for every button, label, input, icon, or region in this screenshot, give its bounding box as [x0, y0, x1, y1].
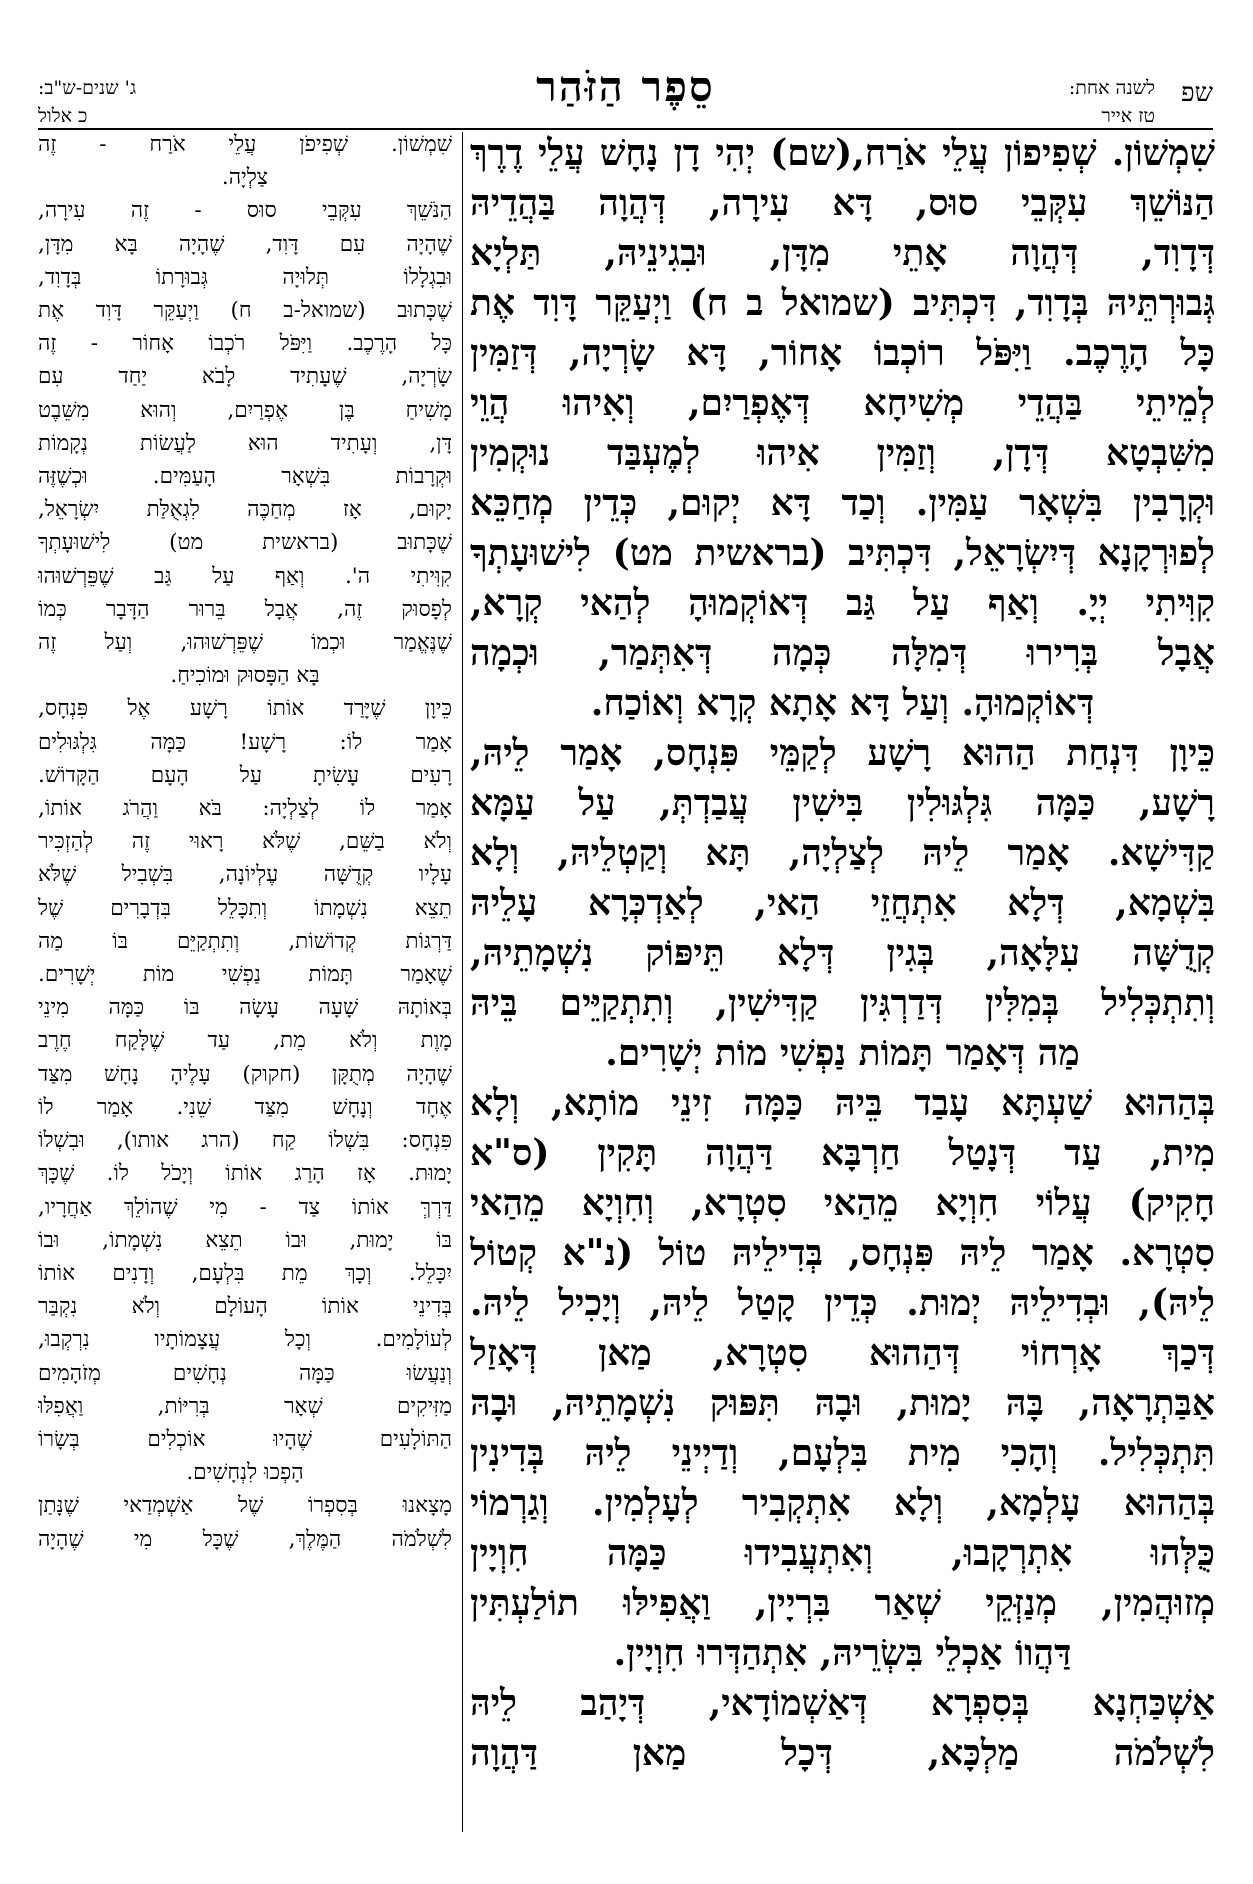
translation-text-line: כֵּיוָן שֶׁיָּרַד אוֹתוֹ רָשָׁע אֶל פִּנְחָס, [38, 696, 452, 722]
translation-text-line: שֶׁאָמַר תָּמוֹת נַפְשִׁי מוֹת יְשָׁרִים. [38, 962, 452, 988]
main-text-line: בִּשְׁמָא, דְּלָא אִתְחֲזֵי הַאי, לְאַדְכְּרָא עָלֵיהּ [470, 882, 1215, 924]
main-text-line: קַדִּישָׁא. אָמַר לֵיהּ לְצַלְיָה, תָּא וְקַטְלֵיהּ, וְלָא [470, 832, 1215, 874]
translation-text-line: בָּא הַפָּסוּק וּמוֹכִיחַ. [170, 663, 320, 689]
translation-text-line: הַתּוֹלָעִים שֶׁהָיוּ אוֹכְלִים בְּשָׂרוֹ [38, 1426, 452, 1452]
translation-text-line: שִׁמְשׁוֹן. שְׁפִיפֹן עֲלֵי אֹרַח - זֶה [38, 132, 452, 157]
main-text-line: מַה דְּאָמַר תָּמוֹת נַפְשִׁי מוֹת יְשָׁרִים. [605, 1032, 1080, 1074]
header-right-line-1: לשנה אחת: [1068, 77, 1155, 99]
translation-text-line: וְנַעֲשׂוּ כַּמָּה נְחָשִׁים מְזֹהָמִים [38, 1360, 452, 1386]
translation-text-line: דַּרְגּוֹת קְדוֹשׁוֹת, וְתִתְקַיֵּם בּוֹ מַה [38, 928, 452, 954]
aramaic-main-column [470, 128, 1215, 1838]
main-text-line: בְּהַהוּא עָלְמָא, וְלָא אִתְקְבִיר לְעָלְמִין. וְגַרְמוֹי [470, 1482, 1215, 1524]
main-text-line: לִשְׁלֹמֹה מַלְכָּא, דְּכָל מַאן דַּהֲוָה [470, 1732, 1215, 1774]
translation-text-line: יָמוּת. אָז הָרַג אוֹתוֹ וְיָכֹל לוֹ. שֶׁכָּךְ [38, 1161, 452, 1187]
main-text-line: אַבַּתְרָאָה, בָּהּ יָמוּת, וּבָהּ תִּפּוּק נִשְׁמָתֵיהּ, וּבָהּ [470, 1382, 1215, 1424]
translation-text-line: דָּן, וְעָתִיד הוּא לַעֲשׂוֹת נְקָמוֹת [38, 430, 452, 456]
header-left-line-2: כ אלול [38, 105, 88, 127]
translation-text-line: שֶׁהָיָה מְתֻקָּן (חקוק) עָלֶיהָ נָחָשׁ מִצַּד [38, 1061, 452, 1087]
main-text-line: כֵּיוָן דִּנְחַת הַהוּא רָשָׁע לְקַמֵּי פִּנְחָס, אָמַר לֵיהּ, [470, 732, 1215, 774]
main-text-line: אֲבָל בְּרִירוּ דְּמִלָּה כְּמָה דְּאִתְּמַר, וּכְמָה [470, 632, 1215, 674]
main-text-line: דְּכַךְ אָרְחוֹי דְּהַהוּא סִטְרָא, מַאן דְּאָזַל [470, 1332, 1215, 1374]
header-right-line-2: טז אייר [1101, 105, 1155, 127]
translation-text-line: שֶׁכָּתוּב (שמואל-ב ח) וַיְעַקֵּר דָּוִד אֶת [38, 298, 452, 324]
main-text-line: כָּל הָרֶכֶב. וַיִּפֹּל רוֹכְבוֹ אָחוֹר, דָּא שָׂרְיָה, דְּזַמִּין [470, 332, 1215, 374]
main-text-line: לְפוּרְקָנָא דְּיִשְׂרָאֵל, דִּכְתִּיב (בראשית מט) לִישׁוּעָתְךָ [470, 532, 1215, 574]
translation-text-line: מַזִּיקִים שְׁאָר בְּרִיּוֹת, וַאֲפִלּוּ [38, 1393, 452, 1419]
main-text-line: מִשִּׁבְטָא דְּדָן, וְזַמִּין אִיהוּ לְמֶעְבַּד נוּקְמִין [470, 432, 1215, 474]
column-divider [462, 132, 463, 1832]
translation-text-line: תֵצֵא נִשְׁמָתוֹ וְתִכָּלֵל בִּדְבָרִים שֶׁל [38, 895, 452, 921]
main-text-line: מִית, עַד דְּנָטַל חַרְבָּא דַּהֲוָה תָּקִין (ס"א [470, 1132, 1215, 1174]
main-text-line: לְמֵיתֵי בַּהֲדֵי מְשִׁיחָא דְּאֶפְרַיִם, וְאִיהוּ הֲוֵי [470, 382, 1215, 424]
translation-text-line: מָוֶת וְלֹא מֵת, עַד שֶׁלָּקַח חֶרֶב [38, 1028, 452, 1054]
main-text-line: דְּדָוִד, דְּהֲוָה אָתֵי מִדָּן, וּבִגִינֵיהּ, תַּלְיָא [470, 232, 1215, 274]
main-text-line: רָשָׁע, כַּמָּה גִּלְגּוּלִין בִּישִׁין עֲבַדְתְּ, עַל עַמָּא [470, 782, 1215, 824]
translation-text-line: שֶׁנֶּאֱמַר וּכְמוֹ שֶׁפֵּרְשׁוּהוּ, וְעַל זֶה [38, 630, 452, 656]
translation-text-line: שֶׁהָיָה עִם דָּוִד, שֶׁהָיָה בָּא מִדָּן, [38, 231, 452, 257]
translation-text-line: אֶחָד וְנָחָשׁ מִצַּד שֵׁנִי. אָמַר לוֹ [38, 1094, 452, 1120]
main-text-line: חָקִיק) עֲלוֹי חִוְיָא מֵהַאי סִטְרָא, וְחִוְיָא מֵהַאי [470, 1182, 1215, 1224]
hebrew-translation-column [38, 128, 452, 1838]
main-text-line: שִׁמְשׁוֹן. שְׁפִיפוֹן עֲלֵי אֹרַח,(שם) יְהִי דָן נָחָשׁ עֲלֵי דֶרֶךְ [470, 132, 1215, 174]
main-text-line: דַּהֲווֹ אַכְלֵי בִּשְׂרֵיהּ, אִתְהַדְּרוּ חִוְיָין. [613, 1632, 1072, 1674]
translation-text-line: אָמַר לוֹ: רָשָׁע! כַּמָּה גִּלְגּוּלִים [38, 729, 452, 755]
main-text-line: בְּהַהוּא שַׁעְתָּא עָבַד בֵּיהּ כַּמָּה זִינֵי מוֹתָא, וְלָא [470, 1082, 1215, 1124]
main-text-line: סִטְרָא. אָמַר לֵיהּ פִּנְחָס, בְּדִילֵיהּ טוֹל (נ"א קְטוֹל [470, 1232, 1215, 1274]
main-text-line: הַנּוֹשֵׁךְ עִקְּבֵי סוּס, דָּא עִירָה, דְּהֲוָה בַּהֲדֵיהּ [470, 182, 1215, 224]
main-text-line: כֻּלְּהוּ אִתְרְקָבוּ, וְאִתְעֲבִידוּ כַּמָּה חִוְיָין [470, 1532, 1215, 1574]
translation-text-line: שָׂרְיָה, שֶׁעָתִיד לָבֹא יַחַד עִם [38, 364, 452, 390]
header-reading-schedule-three-years [38, 74, 136, 130]
translation-text-line: בּוֹ יָמוּת, וּבוֹ תֵצֵא נִשְׁמָתוֹ, וּבוֹ [38, 1227, 452, 1253]
page-header [38, 40, 1213, 130]
translation-text-line: רָעִים עָשִׂיתָ עַל הָעָם הַקָּדוֹשׁ. [38, 762, 452, 788]
translation-text-line: וּקְרָבוֹת בִּשְׁאָר הָעַמִּים. וּכְשֶׁזֶּה [38, 464, 452, 490]
main-text-line: תִּתְכְּלִיל. וְהָכִי מִית בִּלְעָם, וְדַיְינֵי לֵיהּ בְּדִינִין [470, 1432, 1215, 1474]
translation-text-line: יִכָּלֵל. וְכָךְ מֵת בִּלְעָם, וְדָנִים אוֹתוֹ [38, 1260, 452, 1286]
translation-text-line: שֶׁכָּתוּב (בראשית מט) לִישׁוּעָתְךָ [38, 530, 452, 556]
page-title: סֵפֶר הַזֹּהַר [536, 62, 715, 111]
header-left-line-1: ג' שנים-ש"ב: [38, 77, 137, 99]
translation-text-line: מָשִׁיחַ בֶּן אֶפְרַיִם, וְהוּא מִשֵּׁבֶט [38, 397, 452, 423]
translation-text-line: כָּל הָרֶכֶב. וַיִּפֹּל רֹכְבוֹ אָחוֹר - זֶה [38, 331, 452, 357]
translation-text-line: פִּנְחָס: בִּשְׁלוֹ קַח (הרג אותו), וּבִשְׁלוֹ [38, 1128, 452, 1154]
page-number: שפ [1180, 78, 1213, 108]
main-text-line: גְּבוּרְתֵּיהּ בְּדָוִד, דִּכְתִּיב (שמואל ב ח) וַיְעַקֵּר דָּוִד אֶת [470, 282, 1215, 324]
main-text-line: לֵיהּ), וּבְדִילֵיהּ יְמוּת. כְּדֵין קָטַל לֵיהּ, וְיָכִיל לֵיהּ. [470, 1282, 1215, 1324]
main-text-line: קְדֻשָּׁה עִלָּאָה, בְּגִין דְּלָא תֵּיפּוֹק נִשְׁמָתֵיהּ, [470, 932, 1215, 974]
translation-text-line: יָקוּם, אָז מְחַכֶּה לִגְאֻלַּת יִשְׂרָאֵל, [38, 497, 452, 523]
translation-text-line: לִשְׁלֹמֹה הַמֶּלֶךְ, שֶׁכָּל מִי שֶׁהָיָה [38, 1526, 452, 1552]
main-text-line: וְתִתְכְּלִיל בְּמִלִּין דְּדַרְגִּין קַדִּישִׁין, וְתִתְקַיֵּים בֵּיהּ [470, 982, 1215, 1024]
translation-text-line: קִוִּיתִי ה'. וְאַף עַל גַּב שֶׁפֵּרְשׁוּהוּ [38, 563, 452, 589]
translation-text-line: בְּדִינֵי אוֹתוֹ הָעוֹלָם וְלֹא נִקְבַּר [38, 1294, 452, 1320]
translation-text-line: וְלֹא בַשֵּׁם, שֶׁלֹּא רָאוּי זֶה לְהַזְכִּיר [38, 829, 452, 855]
translation-text-line: וּבִגְלָלוֹ תְּלוּיָה גְּבוּרָתוֹ בְּדָוִד, [38, 264, 452, 290]
translation-text-line: דַּרְךְּ אוֹתוֹ צַד - מִי שֶׁהוֹלֵךְ אַחֲרָיו, [38, 1194, 452, 1220]
main-text-line: דְּאוֹקְמוּהָ. וְעַל דָּא אָתָא קְרָא וְאוֹכַח. [590, 682, 1095, 724]
main-text-line: מְזוּהֲמִין, מְנַזְּקֵי שְׁאַר בִּרְיָין, וַאֲפִילּוּ תוֹלַעְתִּין [470, 1582, 1215, 1624]
main-text-line: וּקְרָבִין בִּשְׁאָר עַמִּין. וְכַד דָּא יְקוּם, כְּדֵין מְחַכֵּא [470, 482, 1215, 524]
translation-text-line: עָלָיו קְדֻשָּׁה עֶלְיוֹנָה, בִּשְׁבִיל שֶׁלֹּא [38, 862, 452, 888]
translation-text-line: הָפְכוּ לִנְחָשִׁים. [186, 1460, 304, 1486]
main-text-line: קִוִּיתִי יְיָ. וְאַף עַל גַּב דְּאוֹקְמוּהָ לְהַאי קְרָא, [470, 582, 1215, 624]
translation-text-line: בְּאוֹתָהּ שָׁעָה עָשָׂה בּוֹ כַּמָּה מִינֵי [38, 995, 452, 1021]
translation-text-line: צַלְיָה. [221, 165, 269, 191]
main-text-line: אַשְׁכַּחְנָא בְּסִפְרָא דְּאַשְׁמוֹדָאי, דְּיָהַב לֵיהּ [470, 1682, 1215, 1724]
translation-text-line: הַנֹּשֵׁךְ עִקְּבֵי סוּס - זֶה עִירָה, [38, 198, 452, 224]
translation-text-line: אָמַר לוֹ לְצַלְיָה: בֹּא וַהֲרֹג אוֹתוֹ, [38, 796, 452, 822]
translation-text-line: לְעוֹלָמִים. וְכָל עֲצָמוֹתָיו נִרְקְבוּ, [38, 1327, 452, 1353]
translation-text-line: מָצָאנוּ בְּסִפְרוֹ שֶׁל אַשְׁמְדַאי שֶׁנָּתַן [38, 1493, 452, 1519]
translation-text-line: לְפָסוּק זֶה, אֲבָל בֵּרוּר הַדָּבָר כְּמוֹ [38, 596, 452, 622]
